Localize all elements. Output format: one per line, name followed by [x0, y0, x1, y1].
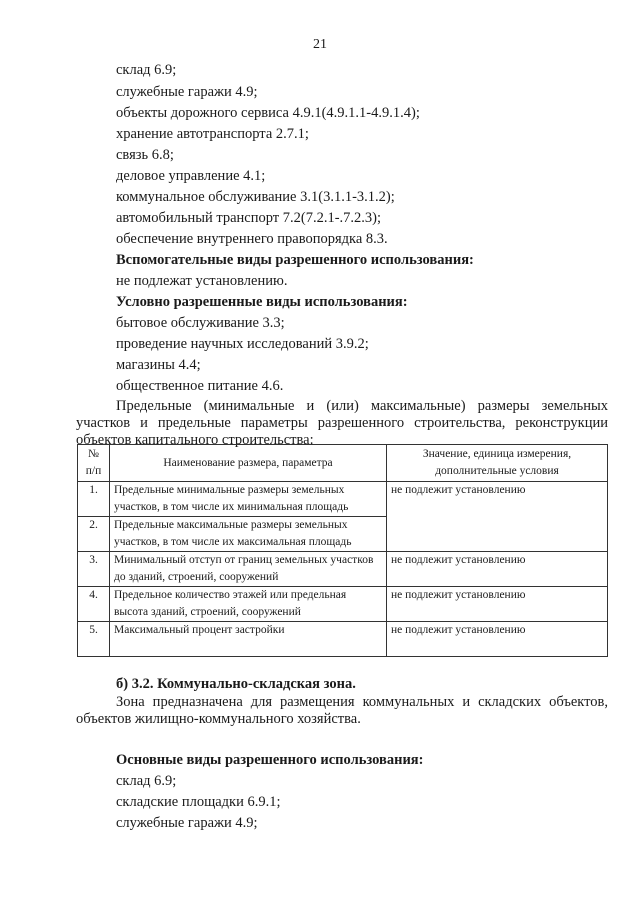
list-item: служебные гаражи 4.9;: [116, 815, 258, 831]
list-item: служебные гаражи 4.9;: [116, 84, 258, 100]
row-num: 4.: [78, 587, 110, 622]
list-item: коммунальное обслуживание 3.1(3.1.1-3.1.2);: [116, 189, 395, 205]
list-item: бытовое обслуживание 3.3;: [116, 315, 285, 331]
row-name: Предельные максимальные размеры земельных участков, в том числе их максимальная площадь: [110, 517, 387, 552]
row-value: не подлежит установлению: [387, 482, 608, 552]
list-item: общественное питание 4.6.: [116, 378, 284, 394]
list-item: складские площадки 6.9.1;: [116, 794, 281, 810]
row-name: Предельное количество этажей или предельная высота зданий, строений, сооружений: [110, 587, 387, 622]
limits-paragraph: Предельные (минимальные и (или) максимальные) размеры земельных участков и предельные параметры разрешенного строительства, реконструкции объектов капитального строительства:: [76, 398, 608, 448]
table-row: [78, 587, 608, 622]
row-num: 1.: [78, 482, 110, 517]
list-item: деловое управление 4.1;: [116, 168, 266, 184]
table-row: [78, 622, 608, 657]
list-item: магазины 4.4;: [116, 357, 201, 373]
list-item: склад 6.9;: [116, 62, 177, 78]
row-name: Предельные минимальные размеры земельных участков, в том числе их минимальная площадь: [110, 482, 387, 517]
row-num: 3.: [78, 552, 110, 587]
row-value: не подлежит установлению: [387, 622, 608, 657]
header-value: Значение, единица измерения, дополнительные условия: [387, 445, 608, 482]
page-number: 21: [313, 37, 327, 52]
list-item: склад 6.9;: [116, 773, 177, 789]
main-uses-heading: Основные виды разрешенного использования:: [116, 752, 424, 768]
list-item: проведение научных исследований 3.9.2;: [116, 336, 369, 352]
row-name: Минимальный отступ от границ земельных участков до зданий, строений, сооружений: [110, 552, 387, 587]
list-item: автомобильный транспорт 7.2(7.2.1-.7.2.3);: [116, 210, 382, 226]
header-num: № п/п: [78, 445, 110, 482]
auxiliary-heading: Вспомогательные виды разрешенного использования:: [116, 252, 474, 268]
list-item: обеспечение внутреннего правопорядка 8.3.: [116, 231, 388, 247]
conditional-heading: Условно разрешенные виды использования:: [116, 294, 408, 310]
list-item: объекты дорожного сервиса 4.9.1(4.9.1.1-4.9.1.4);: [116, 105, 420, 121]
table-row: [78, 482, 608, 517]
row-name: Максимальный процент застройки: [110, 622, 387, 657]
row-value: не подлежит установлению: [387, 552, 608, 587]
zone-description: Зона предназначена для размещения коммунальных и складских объектов, объектов жилищно-коммунального хозяйства.: [76, 694, 608, 727]
zone-title: б) 3.2. Коммунально-складская зона.: [116, 676, 356, 692]
table-header-row: [78, 445, 608, 482]
header-name: Наименование размера, параметра: [110, 445, 387, 482]
table-row: [78, 552, 608, 587]
list-item: связь 6.8;: [116, 147, 174, 163]
row-num: 2.: [78, 517, 110, 552]
auxiliary-text: не подлежат установлению.: [116, 273, 288, 289]
parameters-table: [77, 444, 608, 657]
list-item: хранение автотранспорта 2.7.1;: [116, 126, 309, 142]
row-value: не подлежит установлению: [387, 587, 608, 622]
row-num: 5.: [78, 622, 110, 657]
